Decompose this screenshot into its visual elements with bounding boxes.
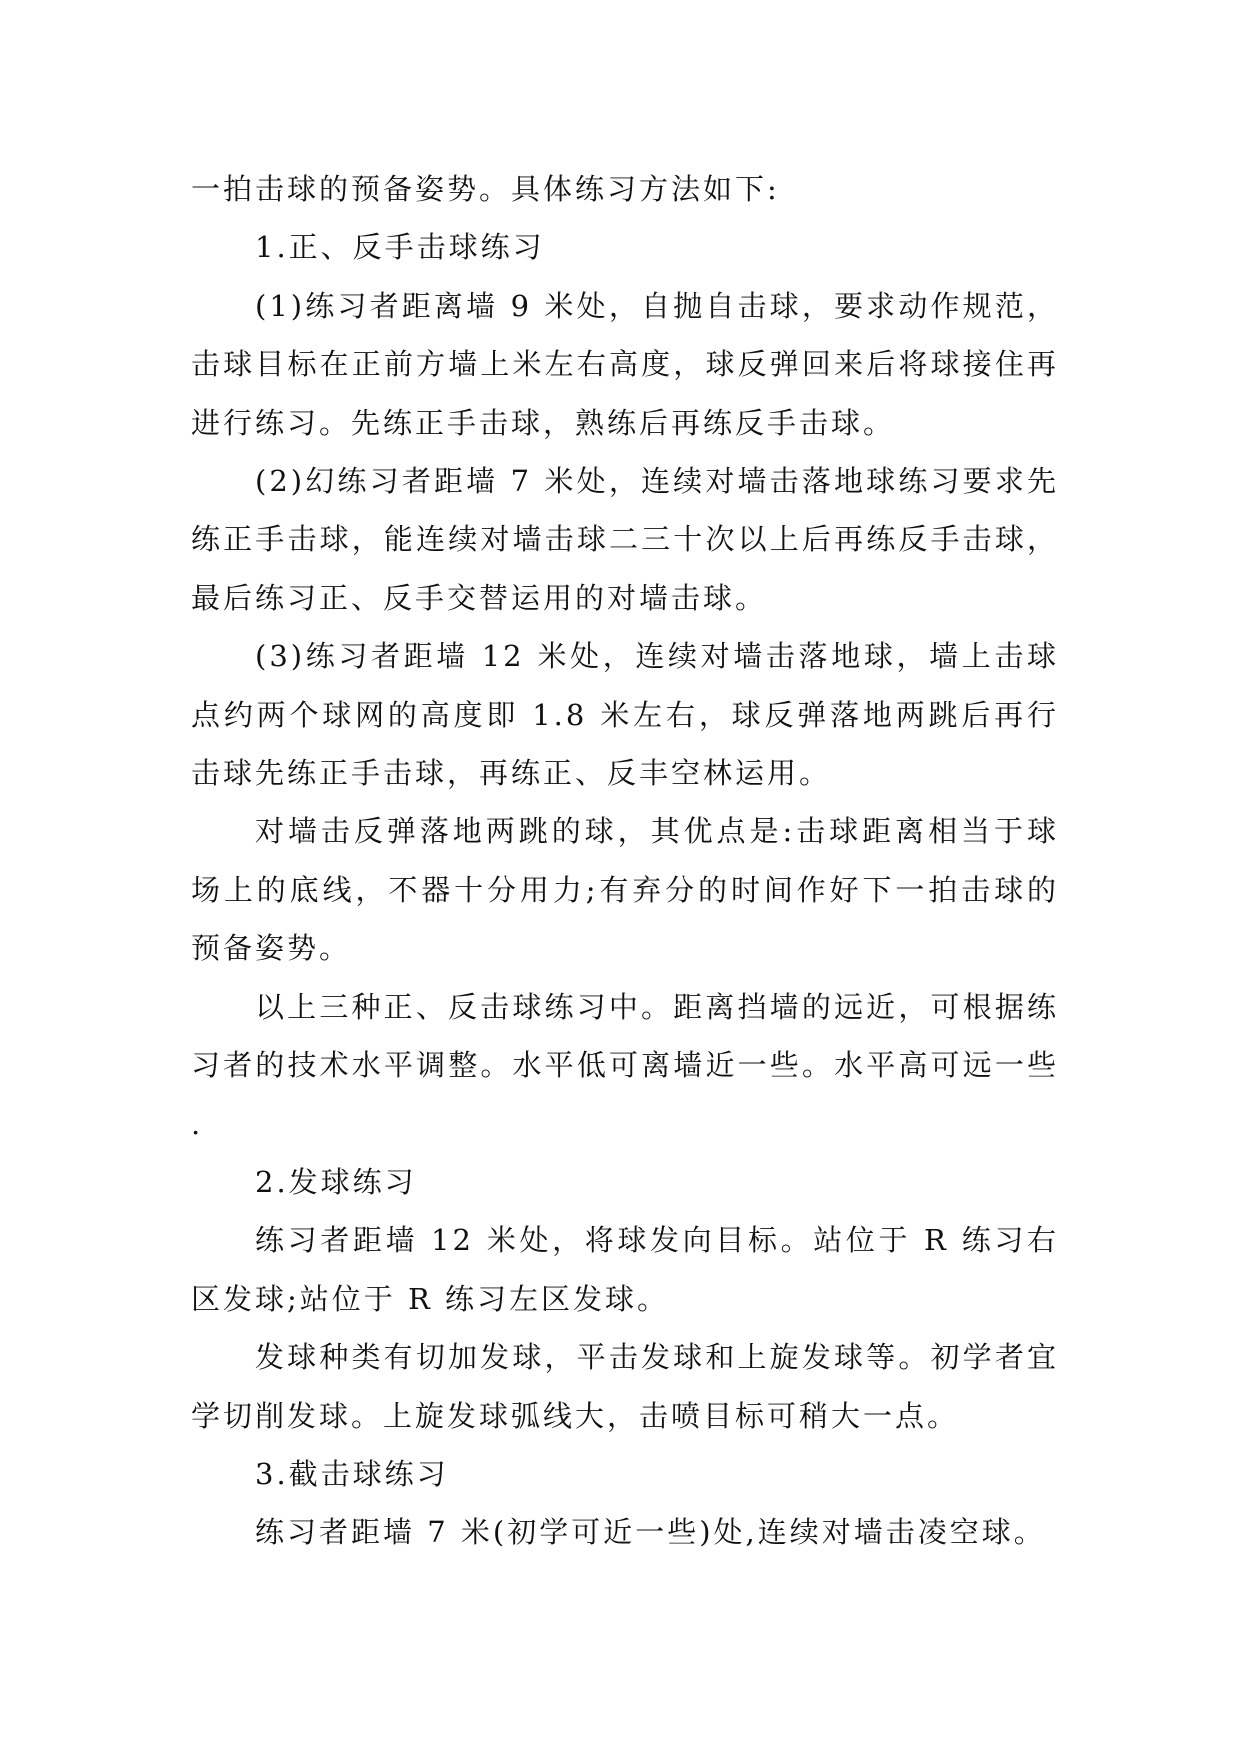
section-heading-forehand-backhand: 1.正、反手击球练习 (255, 230, 545, 265)
paragraph-drill-2: (2)幻练习者距墙 7 米处，连续对墙击落地球练习要求先练正手击球，能连续对墙击球二三十次以上后再练反手击球，最后练习正、反手交替运用的对墙击球。 (191, 464, 1059, 615)
paragraph-serve-types: 发球种类有切加发球，平击发球和上旋发球等。初学者宜学切削发球。上旋发球弧线大，击喷目标可稍大一点。 (191, 1340, 1059, 1433)
section-heading-volley: 3.截击球练习 (255, 1456, 449, 1491)
paragraph-advantages: 对墙击反弹落地两跳的球，其优点是:击球距离相当于球场上的底线，不器十分用力;有弃分的时间作好下一拍击球的预备姿势。 (191, 814, 1059, 966)
section-heading-serve: 2.发球练习 (255, 1164, 417, 1199)
document-body (191, 160, 1059, 1562)
paragraph-continuation: 一拍击球的预备姿势。具体练习方法如下: (191, 172, 780, 206)
paragraph-volley-drill: 练习者距墙 7 米(初学可近一些)处,连续对墙击凌空球。 (255, 1515, 1046, 1550)
paragraph-distance-note: 以上三种正、反击球练习中。距离挡墙的远近，可根据练习者的技术水平调整。水平低可离墙近一些。水平高可远一些. (191, 989, 1059, 1141)
paragraph-drill-1: (1)练习者距离墙 9 米处，自抛自击球，要求动作规范，击球目标在正前方墙上米左右高度，球反弹回来后将球接住再进行练习。先练正手击球，熟练后再练反手击球。 (191, 288, 1059, 440)
paragraph-serve-position: 练习者距墙 12 米处，将球发向目标。站位于 R 练习右区发球;站位于 R 练习左区发球。 (191, 1223, 1059, 1316)
paragraph-drill-3: (3)练习者距墙 12 米处，连续对墙击落地球，墙上击球点约两个球网的高度即 1.8 米左右，球反弹落地两跳后再行击球先练正手击球，再练正、反丰空林运用。 (191, 639, 1059, 791)
